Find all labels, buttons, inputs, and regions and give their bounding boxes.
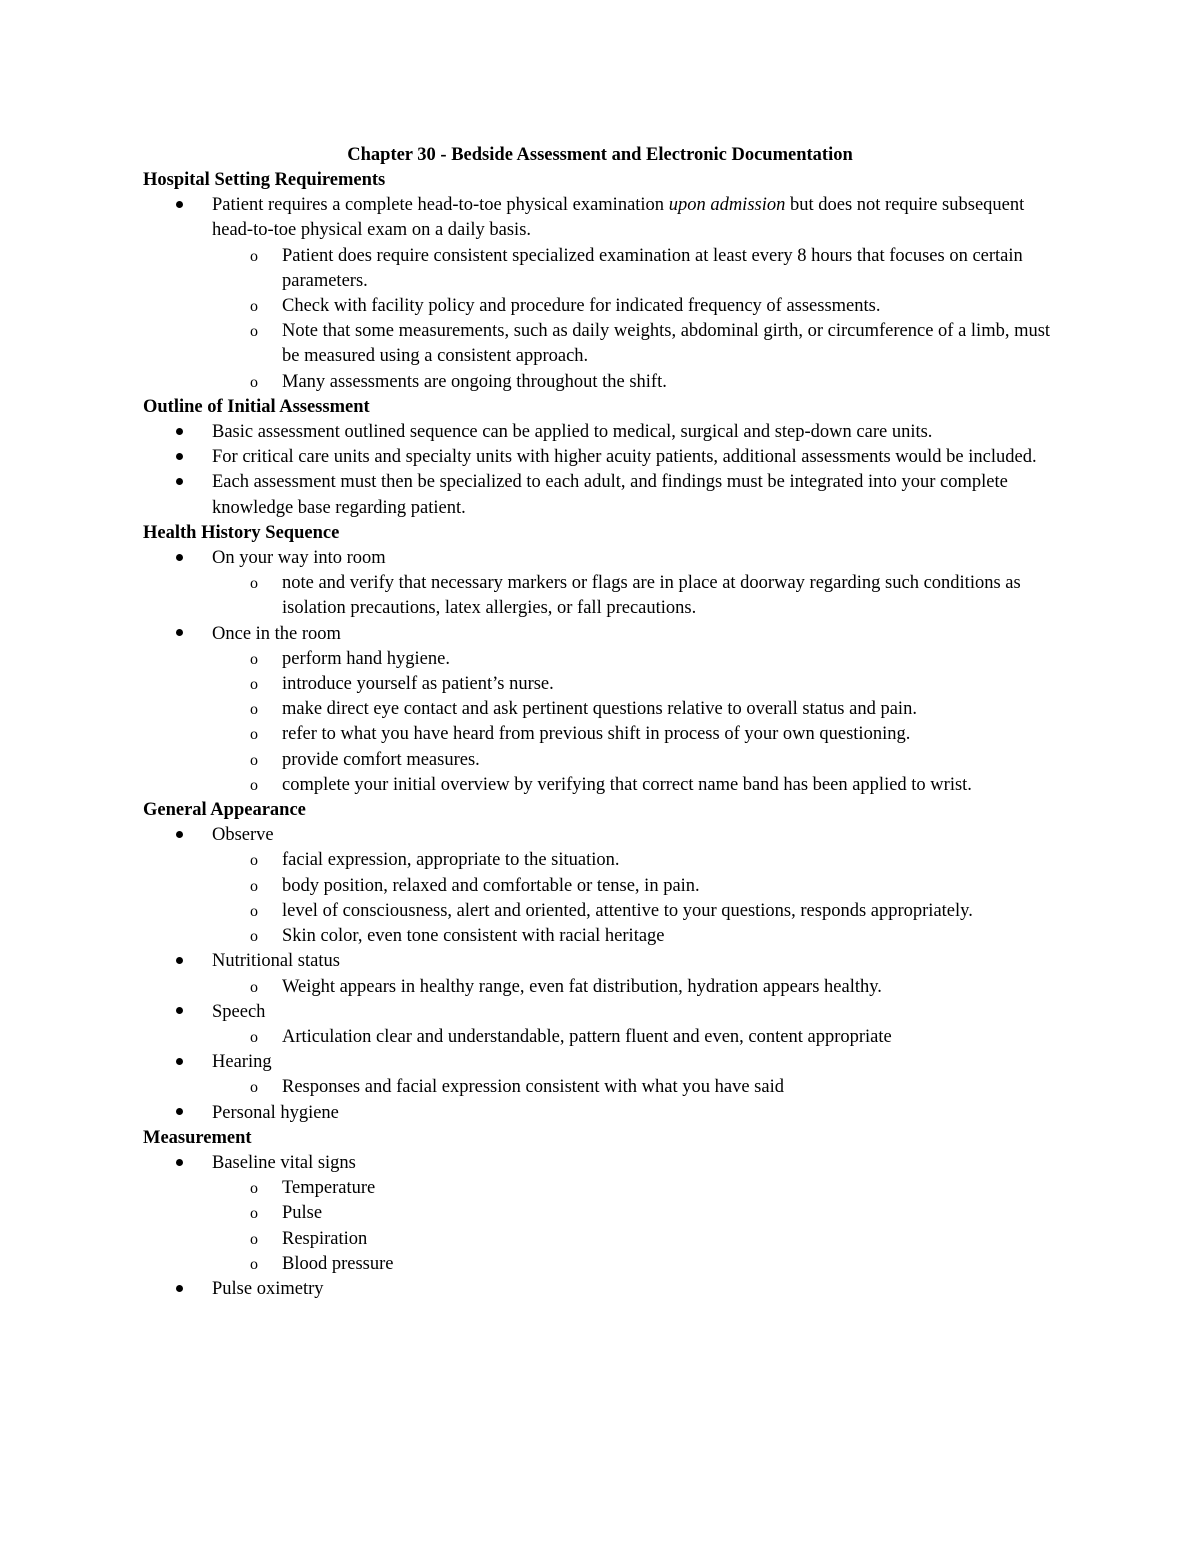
sub-bullet-icon: o	[250, 751, 258, 769]
sub-bullet-list	[212, 571, 1063, 621]
sub-list-item: o level of consciousness, alert and oriented, attentive to your questions, responds appropriately.	[212, 899, 1063, 924]
section-heading: Outline of Initial Assessment	[143, 396, 370, 417]
document-body	[143, 168, 1063, 1302]
sub-list-item: o note and verify that necessary markers or flags are in place at doorway regarding such conditions as isolation precautions, latex allergies, or fall precautions.	[250, 573, 1021, 619]
sub-list-item: o facial expression, appropriate to the situation.	[212, 848, 1063, 873]
sub-bullet-icon: o	[250, 298, 258, 316]
bullet-list	[143, 1151, 1063, 1302]
sub-bullet-list	[212, 975, 1063, 1000]
sub-list-item: o Check with facility policy and procedure for indicated frequency of assessments.	[212, 294, 1063, 319]
sub-list-item: o provide comfort measures.	[212, 748, 1063, 773]
sub-bullet-icon: o	[250, 1230, 258, 1248]
sub-bullet-icon: o	[250, 650, 258, 668]
bullet-dot-icon	[176, 1101, 196, 1126]
sub-bullet-icon: o	[250, 373, 258, 391]
bullet-list	[143, 546, 1063, 798]
sub-list-item: o Pulse	[212, 1201, 1063, 1226]
bullet-dot-icon	[176, 622, 196, 647]
list-item: Hearing o Responses and facial expression consistent with what you have said	[143, 1050, 1063, 1100]
list-item: For critical care units and specialty units with higher acuity patients, additional assessments would be included.	[143, 445, 1063, 470]
sub-bullet-icon: o	[250, 247, 258, 265]
bullet-dot-icon	[176, 1000, 196, 1025]
bullet-dot-icon	[176, 470, 196, 495]
sub-list-item: o Respiration	[212, 1227, 1063, 1252]
bullet-dot-icon	[176, 445, 196, 470]
document-title: Chapter 30 - Bedside Assessment and Electronic Documentation	[347, 145, 853, 165]
bullet-dot-icon	[176, 420, 196, 445]
sub-list-item: o make direct eye contact and ask pertinent questions relative to overall status and pain.	[212, 697, 1063, 722]
bullet-dot-icon	[176, 1050, 196, 1075]
sub-list-item: o Articulation clear and understandable, pattern fluent and even, content appropriate	[212, 1025, 1063, 1050]
bullet-dot-icon	[176, 193, 196, 218]
sub-bullet-list	[212, 647, 1063, 798]
sub-bullet-icon: o	[250, 852, 258, 870]
list-item: Nutritional status o Weight appears in healthy range, even fat distribution, hydration appears healthy.	[143, 949, 1063, 999]
sub-list-item: o introduce yourself as patient’s nurse.	[212, 672, 1063, 697]
sub-bullet-icon: o	[250, 1028, 258, 1046]
sub-bullet-list	[212, 1025, 1063, 1050]
bullet-dot-icon	[176, 949, 196, 974]
sub-list-item: o perform hand hygiene.	[212, 647, 1063, 672]
sub-bullet-icon: o	[250, 1205, 258, 1223]
sub-list-item: o refer to what you have heard from previous shift in process of your own questioning.	[212, 722, 1063, 747]
sub-list-item: o Note that some measurements, such as daily weights, abdominal girth, or circumference of a limb, must be measured using a consistent approach.	[250, 321, 1051, 367]
list-item: Speech o Articulation clear and understandable, pattern fluent and even, content appropriate	[143, 1000, 1063, 1050]
italic-emphasis: upon admission	[668, 195, 786, 216]
sub-bullet-list	[212, 1075, 1063, 1100]
list-item-text: Patient requires a complete head-to-toe physical examination upon admission but does not require subsequent head-to-toe physical exam on a daily basis.	[212, 195, 1025, 241]
sub-list-item: o Responses and facial expression consistent with what you have said	[212, 1075, 1063, 1100]
list-item: Baseline vital signs o Temperature o Pulse o Respiration o Blood pressure	[143, 1151, 1063, 1277]
sub-bullet-icon: o	[250, 776, 258, 794]
bullet-dot-icon	[176, 1151, 196, 1176]
sub-bullet-icon: o	[250, 575, 258, 593]
list-item: Pulse oximetry	[143, 1277, 1063, 1302]
list-item: Each assessment must then be specialized to each adult, and findings must be integrated into your complete knowledge base regarding patient.	[143, 470, 1063, 520]
list-item	[143, 193, 1063, 395]
section-heading: General Appearance	[143, 800, 306, 821]
sub-bullet-list	[212, 1176, 1063, 1277]
sub-bullet-icon: o	[250, 726, 258, 744]
bullet-list	[143, 420, 1063, 521]
sub-bullet-icon: o	[250, 701, 258, 719]
sub-bullet-icon: o	[250, 978, 258, 996]
sub-bullet-icon: o	[250, 877, 258, 895]
sub-bullet-icon: o	[250, 676, 258, 694]
sub-list-item: o complete your initial overview by verifying that correct name band has been applied to wrist.	[212, 773, 1063, 798]
sub-bullet-icon: o	[250, 1079, 258, 1097]
bullet-list	[143, 193, 1063, 395]
sub-bullet-icon: o	[250, 902, 258, 920]
list-item: On your way into room o note and verify that necessary markers or flags are in place at doorway regarding such conditions as isolation precautions, latex allergies, or fall precautions.	[143, 546, 1063, 622]
sub-bullet-icon: o	[250, 323, 258, 341]
section-heading: Measurement	[143, 1127, 252, 1148]
bullet-dot-icon	[176, 823, 196, 848]
bullet-dot-icon	[176, 1277, 196, 1302]
bullet-dot-icon	[176, 546, 196, 571]
list-item: Personal hygiene	[143, 1101, 1063, 1126]
sub-bullet-list	[212, 848, 1063, 949]
sub-bullet-icon: o	[250, 928, 258, 946]
bullet-list	[143, 823, 1063, 1125]
section-heading: Health History Sequence	[143, 522, 340, 543]
sub-list-item: o Patient does require consistent specialized examination at least every 8 hours that focuses on certain parameters.	[250, 245, 1023, 291]
sub-bullet-list	[212, 244, 1063, 395]
sub-list-item: o Blood pressure	[212, 1252, 1063, 1277]
section-heading: Hospital Setting Requirements	[143, 170, 386, 190]
sub-bullet-icon: o	[250, 1180, 258, 1198]
sub-list-item: o Many assessments are ongoing throughout the shift.	[212, 370, 1063, 395]
list-item: Observe o facial expression, appropriate to the situation. o body position, relaxed and comfortable or tense, in pain. o level of consciousness, alert and oriented, attentive to your questions, responds appropriately. o Skin color, even tone consistent with racial heritage	[143, 823, 1063, 949]
list-item: Basic assessment outlined sequence can be applied to medical, surgical and step-down care units.	[143, 420, 1063, 445]
sub-list-item: o body position, relaxed and comfortable or tense, in pain.	[212, 874, 1063, 899]
sub-list-item: o Skin color, even tone consistent with racial heritage	[212, 924, 1063, 949]
sub-list-item: o Temperature	[212, 1176, 1063, 1201]
sub-bullet-icon: o	[250, 1255, 258, 1273]
sub-list-item: o Weight appears in healthy range, even fat distribution, hydration appears healthy.	[212, 975, 1063, 1000]
list-item: Once in the room o perform hand hygiene. o introduce yourself as patient’s nurse. o make direct eye contact and ask pertinent questions relative to overall status and pain. o refer to what you have heard from previous shift in process of your own questioning. o provide comfort measures. o complete your initial overview by verifying that correct name band has been applied to wrist.	[143, 622, 1063, 798]
